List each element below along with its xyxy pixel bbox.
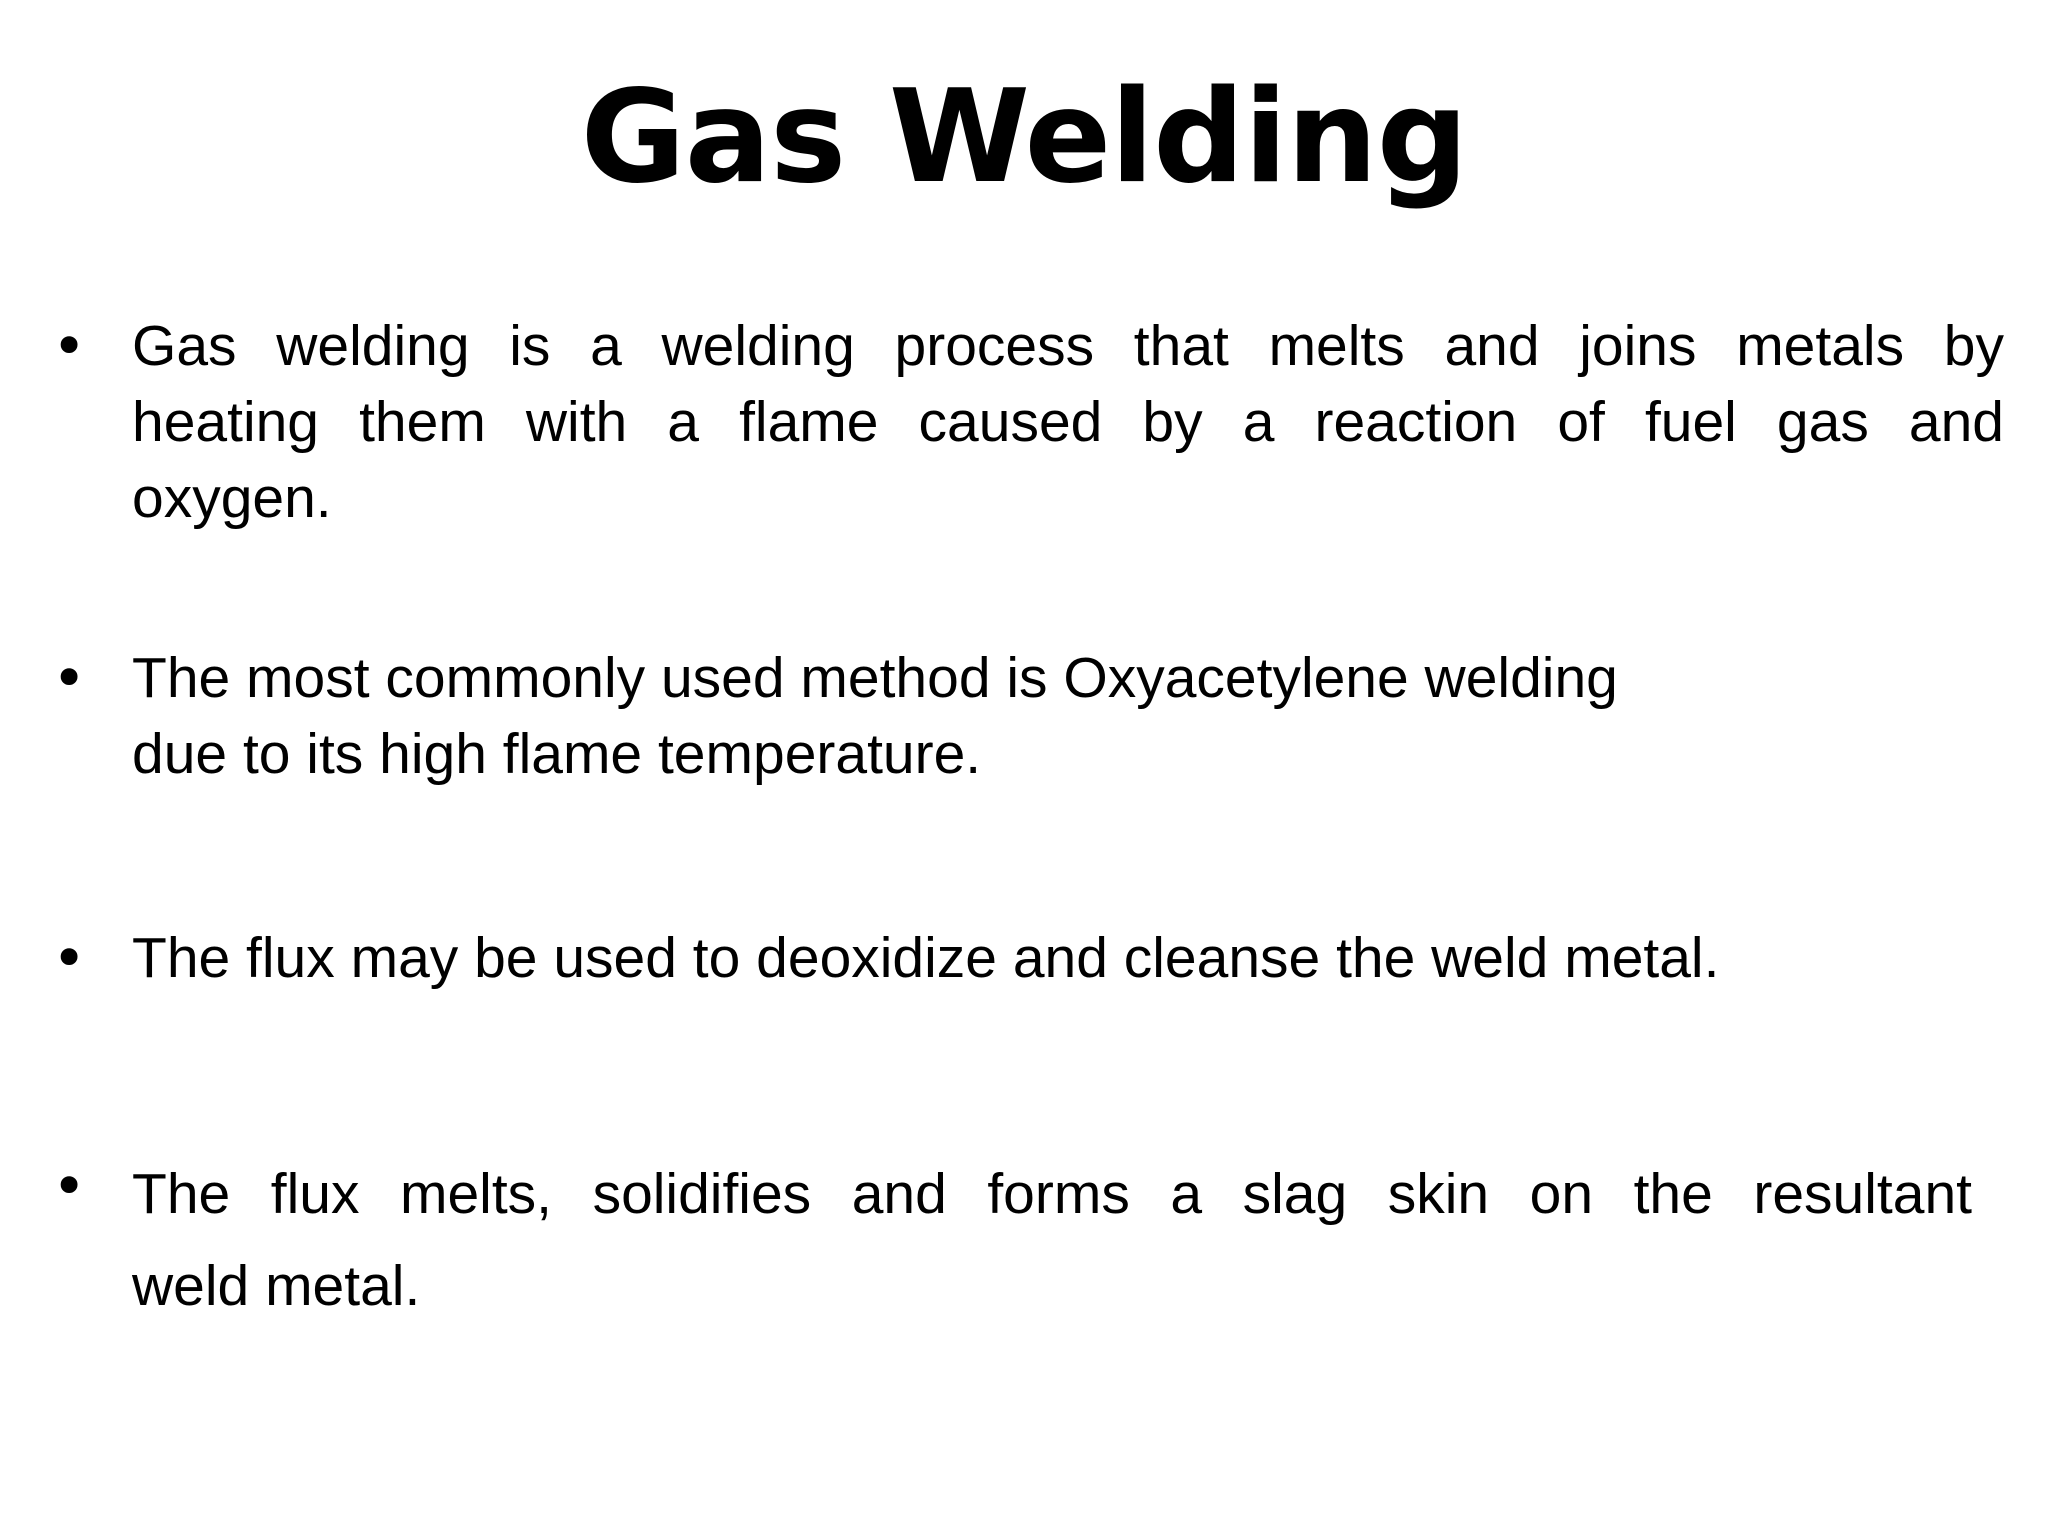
bullet-icon: • [52, 1152, 87, 1220]
bullet-icon: • [52, 312, 87, 380]
bullet-text [132, 640, 1618, 792]
bullet-line: The flux may be used to deoxidize and cleanse the weld metal. [132, 926, 1720, 990]
bullet-line: oxygen. [132, 466, 332, 530]
bullet-line: heating them with a flame caused by a reaction of fuel gas and [132, 390, 2004, 454]
bullet-line: Gas welding is a welding process that melts and joins metals by [132, 314, 2004, 378]
bullet-line: weld metal. [132, 1254, 421, 1318]
bullet-icon: • [52, 924, 87, 992]
bullet-line: The most commonly used method is Oxyacetylene welding [132, 646, 1618, 710]
bullet-line: The flux melts, solidifies and forms a slag skin on the resultant [132, 1162, 1972, 1226]
bullet-text [132, 920, 1719, 996]
bullet-text [132, 1148, 1972, 1332]
bullet-icon: • [52, 644, 87, 712]
bullet-text [132, 308, 2004, 536]
slide-title: Gas Welding [580, 63, 1468, 212]
bullet-line: due to its high flame temperature. [132, 722, 982, 786]
